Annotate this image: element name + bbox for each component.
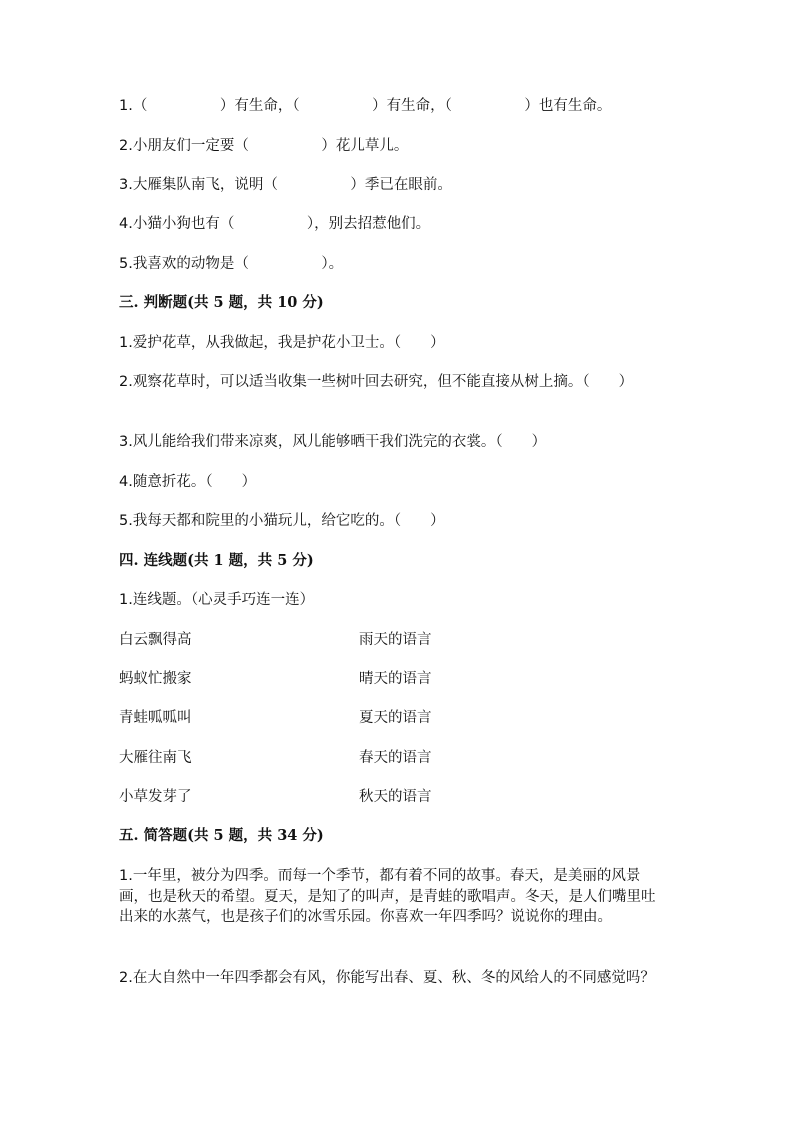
match-left-item: 蚂蚁忙搬家 (119, 671, 192, 687)
judgement-item-5: 5.我每天都和院里的小猫玩儿，给它吃的。（ ） (119, 513, 445, 529)
match-left-item: 白云飘得高 (119, 632, 192, 648)
match-right-item: 雨天的语言 (359, 632, 432, 648)
match-left-item: 青蛙呱呱叫 (119, 710, 192, 726)
judgement-item-1: 1.爱护花草，从我做起，我是护花小卫士。（ ） (119, 335, 445, 351)
match-left-item: 小草发芽了 (119, 789, 192, 805)
matching-question: 1.连线题。（心灵手巧连一连） (119, 592, 315, 608)
match-left-item: 大雁往南飞 (119, 750, 192, 766)
short-answer-item-1: 1.一年里，被分为四季。而每一个季节，都有着不同的故事。春天，是美丽的风景画，也是秋天的希望。夏天，是知了的叫声，是青蛙的歌唱声。冬天，是人们嘴里吐出来的水蒸气，也是孩子们的冰雪乐园。你喜欢一年四季吗？说说你的理由。 (119, 868, 656, 925)
judgement-item-3: 3.风儿能给我们带来凉爽，风儿能够晒干我们洗完的衣裳。（ ） (119, 434, 547, 450)
section-heading-judgement: 三. 判断题(共 5 题，共 10 分) (119, 294, 324, 311)
match-right-item: 秋天的语言 (359, 789, 432, 805)
fill-blank-item-2: 2.小朋友们一定要（ ）花儿草儿。 (119, 138, 409, 154)
judgement-item-4: 4.随意折花。（ ） (119, 474, 257, 490)
match-right-item: 晴天的语言 (359, 671, 432, 687)
fill-blank-item-4: 4.小猫小狗也有（ ），别去招惹他们。 (119, 216, 431, 232)
short-answer-item-2: 2.在大自然中一年四季都会有风，你能写出春、夏、秋、冬的风给人的不同感觉吗？ (119, 970, 655, 986)
section-heading-matching: 四. 连线题(共 1 题，共 5 分) (119, 552, 314, 569)
match-right-item: 春天的语言 (359, 750, 432, 766)
fill-blank-item-3: 3.大雁集队南飞，说明（ ）季已在眼前。 (119, 177, 452, 193)
judgement-item-2: 2.观察花草时，可以适当收集一些树叶回去研究，但不能直接从树上摘。（ ） (119, 374, 634, 390)
fill-blank-item-5: 5.我喜欢的动物是（ ）。 (119, 256, 344, 272)
match-right-item: 夏天的语言 (359, 710, 432, 726)
fill-blank-item-1: 1.（ ）有生命，（ ）有生命，（ ）也有生命。 (119, 98, 612, 114)
section-heading-short-answer: 五. 简答题(共 5 题，共 34 分) (119, 827, 324, 844)
